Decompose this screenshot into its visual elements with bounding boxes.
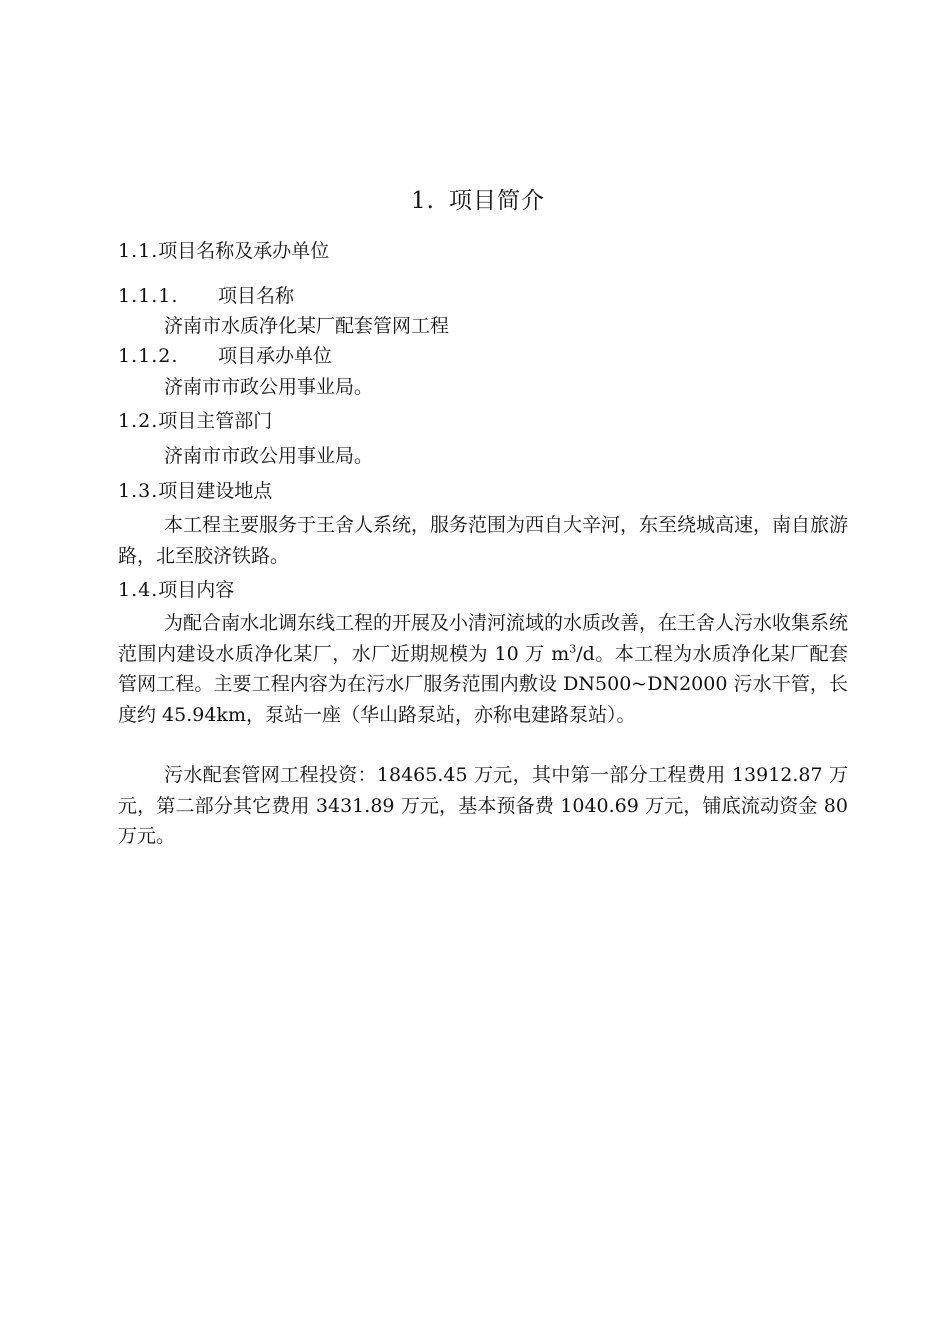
heading-1-1-1-text: 项目名称: [218, 285, 295, 307]
heading-1-1-text: 项目名称及承办单位: [158, 240, 330, 262]
heading-1-3-number: 1.3.: [118, 480, 159, 502]
competent-department-paragraph: 济南市市政公用事业局。: [164, 445, 374, 467]
cubic-superscript: 3: [569, 642, 577, 656]
heading-1-1-1: [118, 281, 294, 311]
heading-1-1-2-text: 项目承办单位: [218, 345, 333, 367]
page-title: [0, 184, 950, 218]
heading-1-1-number: 1.1.: [118, 240, 159, 262]
project-name-paragraph: 济南市水质净化某厂配套管网工程: [164, 315, 450, 337]
heading-1-2-text: 项目主管部门: [158, 410, 273, 432]
heading-1-4-text: 项目内容: [158, 579, 235, 601]
heading-1-2-number: 1.2.: [118, 410, 159, 432]
heading-1-1-1-number: 1.1.1.: [118, 285, 179, 307]
title-text: 项目简介: [448, 188, 545, 214]
heading-1-4-number: 1.4.: [118, 579, 159, 601]
heading-1-1: [118, 236, 329, 266]
investment-paragraph: 污水配套管网工程投资：18465.45 万元，其中第一部分工程费用 13912.87 万元，第二部分其它费用 3431.89 万元，基本预备费 1040.69 万元，铺底流动资金 80 万元。: [118, 764, 848, 847]
location-paragraph: 本工程主要服务于王舍人系统，服务范围为西自大辛河，东至绕城高速，南自旅游路，北至胶济铁路。: [118, 514, 849, 567]
heading-1-3: [118, 476, 272, 506]
undertaking-unit-paragraph: 济南市市政公用事业局。: [164, 376, 374, 398]
content-paragraph-1: [118, 608, 848, 730]
heading-1-1-2: [118, 341, 332, 371]
heading-1-2: [118, 406, 272, 436]
heading-1-3-text: 项目建设地点: [158, 480, 273, 502]
heading-1-1-2-number: 1.1.2.: [118, 345, 179, 367]
content-paragraph-1-part-b: /d。本工程为水质净化某厂配套管网工程。主要工程内容为在污水厂服务范围内敷设 DN500~DN2000 污水干管，长度约 45.94km，泵站一座（华山路泵站，亦称电建路泵站）。: [118, 642, 848, 726]
heading-1-4: [118, 575, 234, 605]
content-paragraph-1-part-a: 为配合南水北调东线工程的开展及小清河流域的水质改善，在王舍人污水收集系统范围内建设水质净化某厂，水厂近期规模为 10 万 m: [118, 612, 849, 665]
title-number: 1.: [411, 188, 435, 214]
